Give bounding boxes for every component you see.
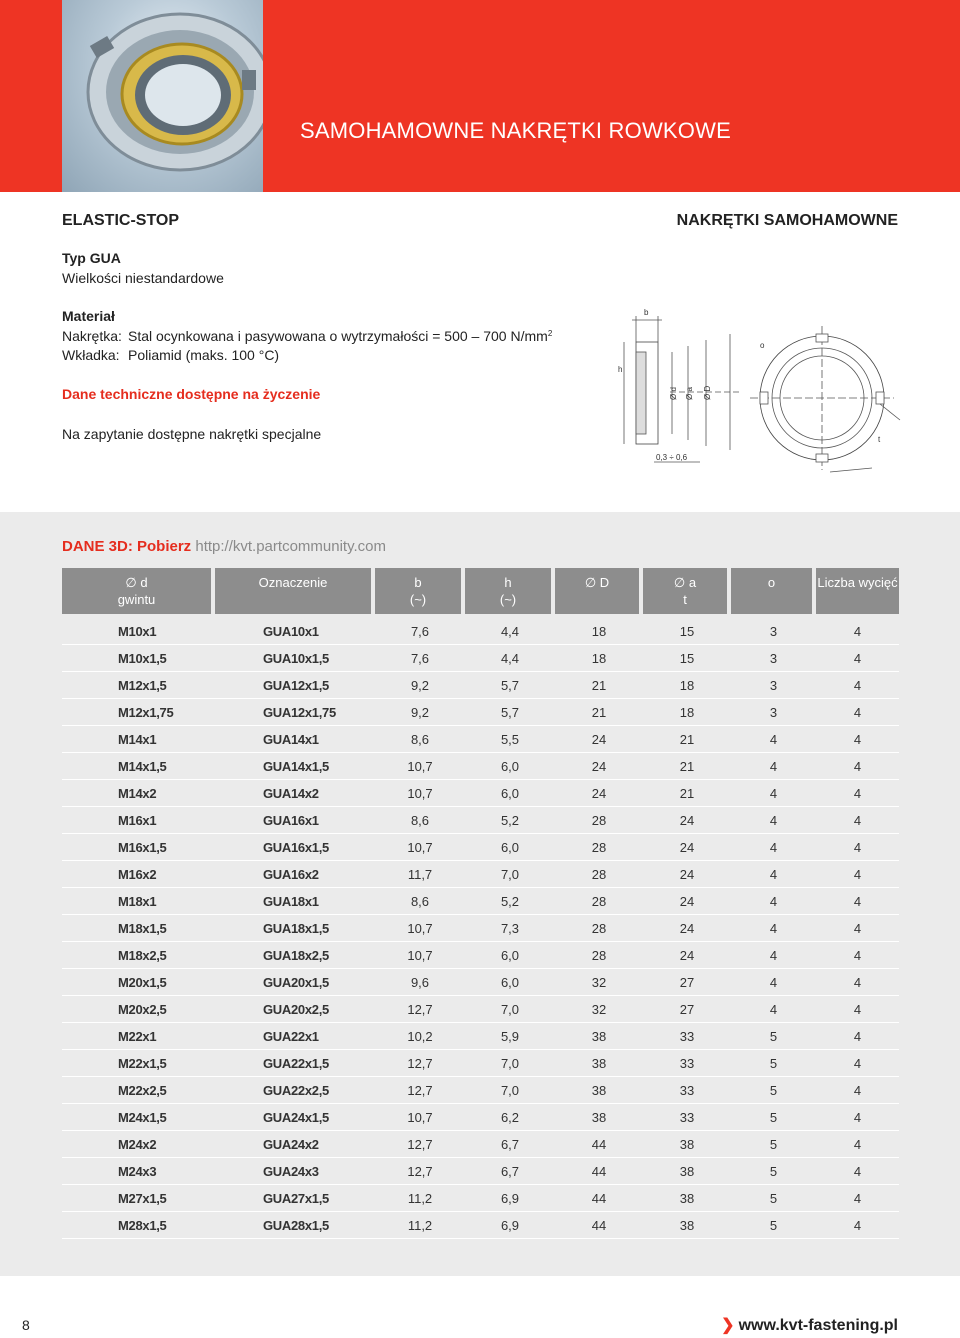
table-cell: 5 [731,1131,816,1158]
table-cell: M22x1,5 [62,1050,215,1077]
table-cell: 12,7 [375,1131,465,1158]
table-cell: 9,2 [375,699,465,726]
table-cell: 5 [731,1158,816,1185]
table-row [62,996,899,1023]
nut-sup: 2 [547,329,553,338]
table-cell: 38 [555,1104,643,1131]
table-row [62,1077,899,1104]
table-cell: 11,2 [375,1212,465,1239]
table-cell: M10x1,5 [62,645,215,672]
table-cell: 4 [816,645,899,672]
column-header-line2 [731,591,812,608]
table-cell: GUA16x1,5 [215,834,375,861]
table-cell: M14x1,5 [62,753,215,780]
table-cell: 4 [731,780,816,807]
table-cell: 5,2 [465,888,555,915]
table-cell: 4 [816,1185,899,1212]
table-cell: 4 [816,1212,899,1239]
table-cell: 10,7 [375,780,465,807]
download-label: DANE 3D: Pobierz [62,538,192,555]
table-cell: 5,7 [465,672,555,699]
table-cell: 4 [816,915,899,942]
table-cell: M22x1 [62,1023,215,1050]
table-row [62,699,899,726]
table-cell: 4 [816,996,899,1023]
table-cell: 7,0 [465,861,555,888]
table-row [62,834,899,861]
table-cell: 5 [731,1050,816,1077]
dim-b: b [644,308,649,317]
table-cell: 3 [731,672,816,699]
table-cell: 24 [643,888,731,915]
column-header-line1: ∅ a [673,575,697,590]
table-cell: GUA18x1 [215,888,375,915]
column-header-line1: b [414,575,422,590]
table-row [62,1023,899,1050]
table-row [62,780,899,807]
table-cell: 10,7 [375,753,465,780]
column-header [731,568,816,614]
table-cell: GUA18x1,5 [215,915,375,942]
table-cell: 18 [643,672,731,699]
table-row [62,1185,899,1212]
table-cell: GUA14x1,5 [215,753,375,780]
table-cell: 4 [816,618,899,645]
table-cell: 5,5 [465,726,555,753]
table-cell: 4 [731,996,816,1023]
table-cell: 4 [731,753,816,780]
table-cell: 4 [731,861,816,888]
table-cell: 4 [816,942,899,969]
table-cell: 33 [643,1104,731,1131]
table-cell: 21 [643,780,731,807]
table-cell: 18 [643,699,731,726]
column-header [62,568,215,614]
table-cell: 15 [643,645,731,672]
table-cell: 4 [816,1023,899,1050]
table-cell: GUA24x3 [215,1158,375,1185]
table-cell: GUA27x1,5 [215,1185,375,1212]
nut-value: Stal ocynkowana i pasywowana o wytrzymałości = 500 – 700 N/mm [128,328,548,344]
table-cell: 4 [731,726,816,753]
table-cell: M18x1,5 [62,915,215,942]
column-header [643,568,731,614]
table-row [62,915,899,942]
table-cell: 32 [555,969,643,996]
product-photo [62,0,263,192]
table-row [62,672,899,699]
download-3d [62,538,386,555]
table-cell: 12,7 [375,996,465,1023]
table-cell: M18x1 [62,888,215,915]
table-cell: GUA28x1,5 [215,1212,375,1239]
page-number: 8 [22,1317,30,1333]
table-cell: GUA22x1,5 [215,1050,375,1077]
table-cell: M10x1 [62,618,215,645]
table-cell: GUA20x1,5 [215,969,375,996]
table-cell: GUA12x1,5 [215,672,375,699]
table-cell: 21 [555,699,643,726]
table-cell: 33 [643,1023,731,1050]
table-cell: GUA18x2,5 [215,942,375,969]
section-category: NAKRĘTKI SAMOHAMOWNE [676,212,898,229]
table-cell: GUA14x2 [215,780,375,807]
table-cell: 4 [816,807,899,834]
table-cell: 12,7 [375,1050,465,1077]
table-cell: 10,2 [375,1023,465,1050]
column-header [555,568,643,614]
column-header-line2 [555,591,639,608]
type-subtitle: Wielkości niestandardowe [62,270,224,286]
table-cell: 44 [555,1131,643,1158]
table-cell: 12,7 [375,1158,465,1185]
table-cell: 10,7 [375,942,465,969]
table-cell: 5 [731,1212,816,1239]
table-cell: 38 [555,1077,643,1104]
table-cell: 9,6 [375,969,465,996]
table-cell: 28 [555,942,643,969]
table-row [62,1050,899,1077]
table-cell: GUA16x2 [215,861,375,888]
table-cell: M27x1,5 [62,1185,215,1212]
material-nut [62,326,552,346]
table-cell: 4 [731,807,816,834]
table-cell: 10,7 [375,1104,465,1131]
special-info: Na zapytanie dostępne nakrętki specjalne [62,426,322,442]
section-title: ELASTIC-STOP [62,212,180,229]
column-header [816,568,899,614]
table-cell: 38 [643,1158,731,1185]
dim-o: o [760,341,765,350]
table-row [62,1104,899,1131]
table-cell: 32 [555,996,643,1023]
table-row [62,726,899,753]
table-cell: 38 [643,1212,731,1239]
table-cell: 24 [643,807,731,834]
table-cell: 24 [555,753,643,780]
column-header-line1: ∅ d [125,575,148,590]
table-cell: GUA24x1,5 [215,1104,375,1131]
dim-h: h [618,365,623,374]
column-header-line1: h [504,575,512,590]
table-cell: 11,7 [375,861,465,888]
table-cell: 21 [643,753,731,780]
table-cell: 38 [643,1131,731,1158]
table-cell: M24x3 [62,1158,215,1185]
table-cell: GUA22x2,5 [215,1077,375,1104]
table-cell: M14x1 [62,726,215,753]
table-cell: 7,0 [465,1050,555,1077]
table-cell: 4 [816,1077,899,1104]
table-cell: 6,2 [465,1104,555,1131]
table-cell: 38 [555,1050,643,1077]
table-cell: 4 [816,888,899,915]
table-cell: 4 [731,915,816,942]
column-header-line1: o [767,575,776,590]
table-cell: 6,0 [465,780,555,807]
table-cell: 24 [643,861,731,888]
table-cell: 11,2 [375,1185,465,1212]
column-header-line2 [215,591,371,608]
table-cell: 6,0 [465,969,555,996]
table-cell: M20x2,5 [62,996,215,1023]
table-cell: GUA10x1,5 [215,645,375,672]
table-cell: 6,0 [465,942,555,969]
table-cell: 10,7 [375,834,465,861]
table-cell: 4 [816,753,899,780]
table-cell: 7,6 [375,618,465,645]
table-cell: 15 [643,618,731,645]
table-cell: 18 [555,645,643,672]
arrow-icon: ❯ [721,1317,735,1334]
footer-url-text: www.kvt-fastening.pl [738,1317,898,1334]
table-cell: 24 [643,915,731,942]
table-cell: 4 [731,942,816,969]
table-cell: M14x2 [62,780,215,807]
table-row [62,1212,899,1239]
table-cell: 4 [731,888,816,915]
table-cell: 28 [555,915,643,942]
table-cell: M16x2 [62,861,215,888]
table-cell: 5,2 [465,807,555,834]
table-cell: 4 [816,834,899,861]
table-cell: 24 [643,942,731,969]
table-cell: M22x2,5 [62,1077,215,1104]
table-header-row [62,568,899,614]
table-cell: GUA12x1,75 [215,699,375,726]
table-cell: 6,9 [465,1212,555,1239]
table-cell: 28 [555,807,643,834]
footer-link[interactable] [721,1315,898,1335]
table-cell: 38 [643,1185,731,1212]
table-row [62,942,899,969]
table-cell: 21 [643,726,731,753]
table-cell: 5,7 [465,699,555,726]
dim-D: Ø D [703,385,712,400]
table-cell: 44 [555,1158,643,1185]
table-cell: 5,9 [465,1023,555,1050]
column-header-line1: ∅ D [584,575,610,590]
nut-label: Nakrętka: [62,328,122,344]
table-cell: 3 [731,645,816,672]
table-row [62,1131,899,1158]
table-cell: 4 [816,699,899,726]
dim-tol: 0,3 ÷ 0,6 [656,453,688,462]
table-cell: GUA14x1 [215,726,375,753]
table-cell: 4 [816,1104,899,1131]
column-header-line2: (~) [499,592,517,607]
table-cell: 4 [731,834,816,861]
table-cell: 44 [555,1212,643,1239]
table-cell: GUA20x2,5 [215,996,375,1023]
type-title: Typ GUA [62,250,121,266]
table-cell: 4 [731,969,816,996]
table-cell: 5 [731,1104,816,1131]
table-cell: 4,4 [465,618,555,645]
table-cell: M20x1,5 [62,969,215,996]
table-row [62,618,899,645]
table-cell: GUA24x2 [215,1131,375,1158]
table-cell: 8,6 [375,888,465,915]
column-header-line2 [816,591,899,608]
column-header [465,568,555,614]
table-row [62,645,899,672]
table-cell: M24x2 [62,1131,215,1158]
table-cell: 6,7 [465,1131,555,1158]
table-row [62,1158,899,1185]
table-cell: 7,0 [465,1077,555,1104]
table-cell: 24 [555,780,643,807]
table-cell: 8,6 [375,726,465,753]
specs-table-body [62,614,899,1239]
table-cell: M18x2,5 [62,942,215,969]
banner-title: SAMOHAMOWNE NAKRĘTKI ROWKOWE [300,118,731,143]
table-row [62,753,899,780]
column-header [215,568,375,614]
table-cell: 12,7 [375,1077,465,1104]
table-cell: 33 [643,1050,731,1077]
table-cell: 4 [816,726,899,753]
table-cell: 3 [731,699,816,726]
table-cell: 6,0 [465,753,555,780]
table-cell: 8,6 [375,807,465,834]
table-cell: 4 [816,672,899,699]
table-cell: 27 [643,996,731,1023]
column-header-line2: (~) [409,592,427,607]
table-cell: 5 [731,1077,816,1104]
table-cell: M28x1,5 [62,1212,215,1239]
table-cell: 28 [555,861,643,888]
table-cell: 4 [816,780,899,807]
table-row [62,807,899,834]
tech-info: Dane techniczne dostępne na życzenie [62,386,321,402]
column-header-line2: t [683,592,687,607]
dim-d: Ø d [669,387,678,400]
table-row [62,861,899,888]
table-cell: 5 [731,1185,816,1212]
table-cell: 33 [643,1077,731,1104]
technical-drawing [610,300,910,495]
table-cell: 4 [816,969,899,996]
table-cell: 3 [731,618,816,645]
table-cell: 44 [555,1185,643,1212]
table-cell: 21 [555,672,643,699]
specs-table-head [62,568,899,614]
table-cell: 4 [816,1131,899,1158]
table-cell: 4,4 [465,645,555,672]
table-cell: M12x1,75 [62,699,215,726]
table-row [62,969,899,996]
table-cell: 38 [555,1023,643,1050]
column-header-line1: Oznaczenie [258,575,328,590]
column-header-line1: Liczba wycięć [817,575,898,590]
table-cell: M12x1,5 [62,672,215,699]
table-cell: 5 [731,1023,816,1050]
material-title: Materiał [62,308,115,324]
table-cell: M16x1 [62,807,215,834]
table-cell: 9,2 [375,672,465,699]
table-cell: GUA10x1 [215,618,375,645]
download-link[interactable]: http://kvt.partcommunity.com [195,538,386,555]
table-cell: 18 [555,618,643,645]
table-cell: M16x1,5 [62,834,215,861]
table-cell: GUA22x1 [215,1023,375,1050]
table-row [62,888,899,915]
table-cell: 6,7 [465,1158,555,1185]
table-cell: 24 [555,726,643,753]
column-header-line2: gwintu [117,592,156,607]
material-insert [62,345,279,365]
table-cell: GUA16x1 [215,807,375,834]
table-cell: 27 [643,969,731,996]
dim-a: Ø a [685,387,694,400]
table-cell: 4 [816,1158,899,1185]
column-header [375,568,465,614]
table-cell: 7,6 [375,645,465,672]
table-cell: 6,0 [465,834,555,861]
table-cell: 24 [643,834,731,861]
table-cell: 4 [816,1050,899,1077]
table-cell: 4 [816,861,899,888]
insert-value: Poliamid (maks. 100 °C) [128,347,280,363]
table-cell: 7,0 [465,996,555,1023]
table-cell: 6,9 [465,1185,555,1212]
table-cell: M24x1,5 [62,1104,215,1131]
specs-table [62,568,899,1239]
insert-label: Wkładka: [62,347,120,363]
table-cell: 7,3 [465,915,555,942]
table-cell: 28 [555,834,643,861]
table-cell: 28 [555,888,643,915]
dim-t: t [878,435,881,444]
table-cell: 10,7 [375,915,465,942]
